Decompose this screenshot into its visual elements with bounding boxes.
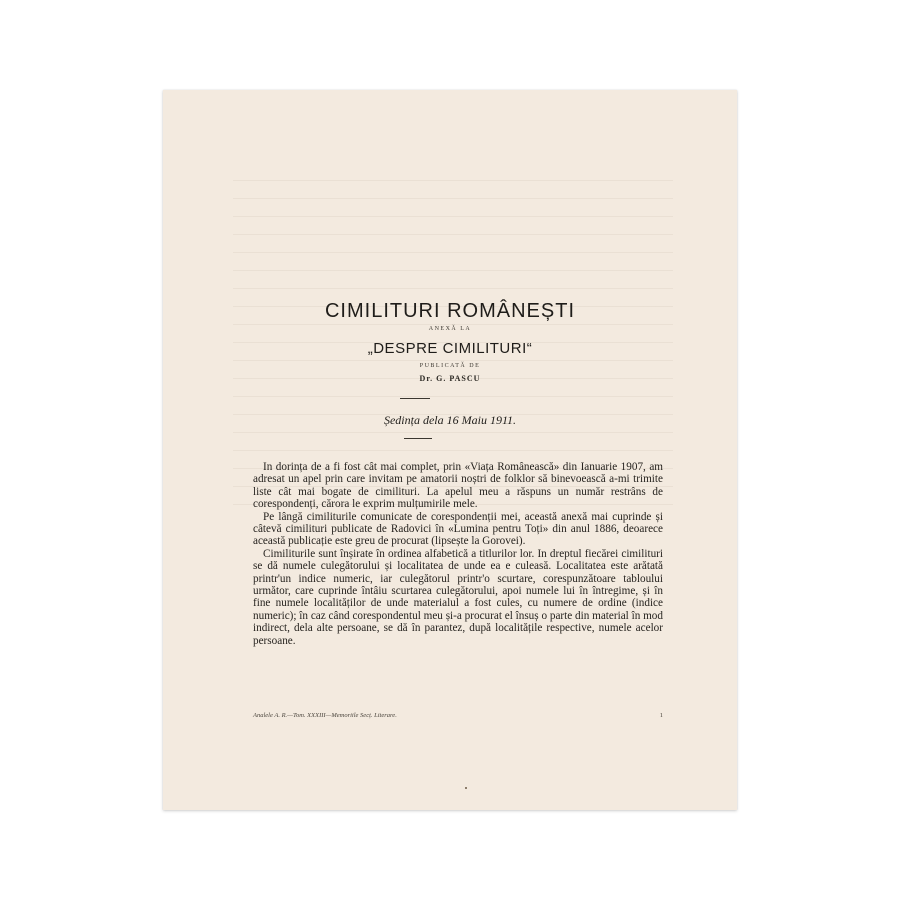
published-label: PUBLICATĂ DE bbox=[419, 363, 481, 369]
document-title: CIMILITURI ROMÂNEȘTI bbox=[324, 300, 575, 322]
paragraph: Cimiliturile sunt înșirate în ordinea alfabetică a titlurilor lor. In dreptul fiecărei cimilituri se dă numele culegătorului și localitatea de unde ea e culeasă. Localitatea este arătată printr'un indice numeric, iar culegătorul printr'o scurtare, corespunzătoare tabloului următor, care cuprinde întâiu scurtarea culegătorului, apoi numele lui în întregime, și în fine numele localităților de unde materialul a fost cules, cu numere de ordine (indice numeric); în caz când corespondentul meu și-a procurat el însuș o parte din material în mod indirect, dela alte persoane, se dă în parantez, după localitățile respective, numele acelor persoane. bbox=[253, 547, 663, 647]
divider-rule bbox=[404, 438, 432, 439]
document-subtitle: „DESPRE CIMILITURI“ bbox=[367, 340, 533, 357]
page-number: 1 bbox=[659, 712, 663, 719]
paragraph: In dorința de a fi fost cât mai complet, prin «Viața Românească» din Ianuarie 1907, am adresat un apel prin care invitam pe amatorii noștri de folklor să binevoească a-mi trimite liste cât mai bogate de cimilituri. La apelul meu a răspuns un număr restrâns de corespondenți, cărora le exprim mulțumirile mele. bbox=[253, 461, 663, 511]
paper-speck bbox=[465, 787, 467, 789]
divider-rule bbox=[400, 398, 430, 399]
session-date: Ședința dela 16 Maiu 1911. bbox=[383, 413, 517, 427]
footer-citation: Analele A. R.—Tom. XXXIII—Memoriile Secț. Literare. bbox=[253, 712, 397, 719]
page-footer bbox=[253, 712, 663, 719]
document-page bbox=[163, 90, 737, 810]
paragraph: Pe lângă cimiliturile comunicate de corespondenții mei, această anexă mai cuprinde și câtevă cimilituri publicate de Radovici în «Lumina pentru Toți» din anul 1886, deoarece această publicație este greu de procurat (lipsește la Gorovei). bbox=[253, 510, 663, 548]
anexa-label: ANEXĂ LA bbox=[428, 326, 472, 332]
author-name: Dr. G. PASCU bbox=[419, 374, 481, 383]
body-text bbox=[253, 461, 663, 647]
